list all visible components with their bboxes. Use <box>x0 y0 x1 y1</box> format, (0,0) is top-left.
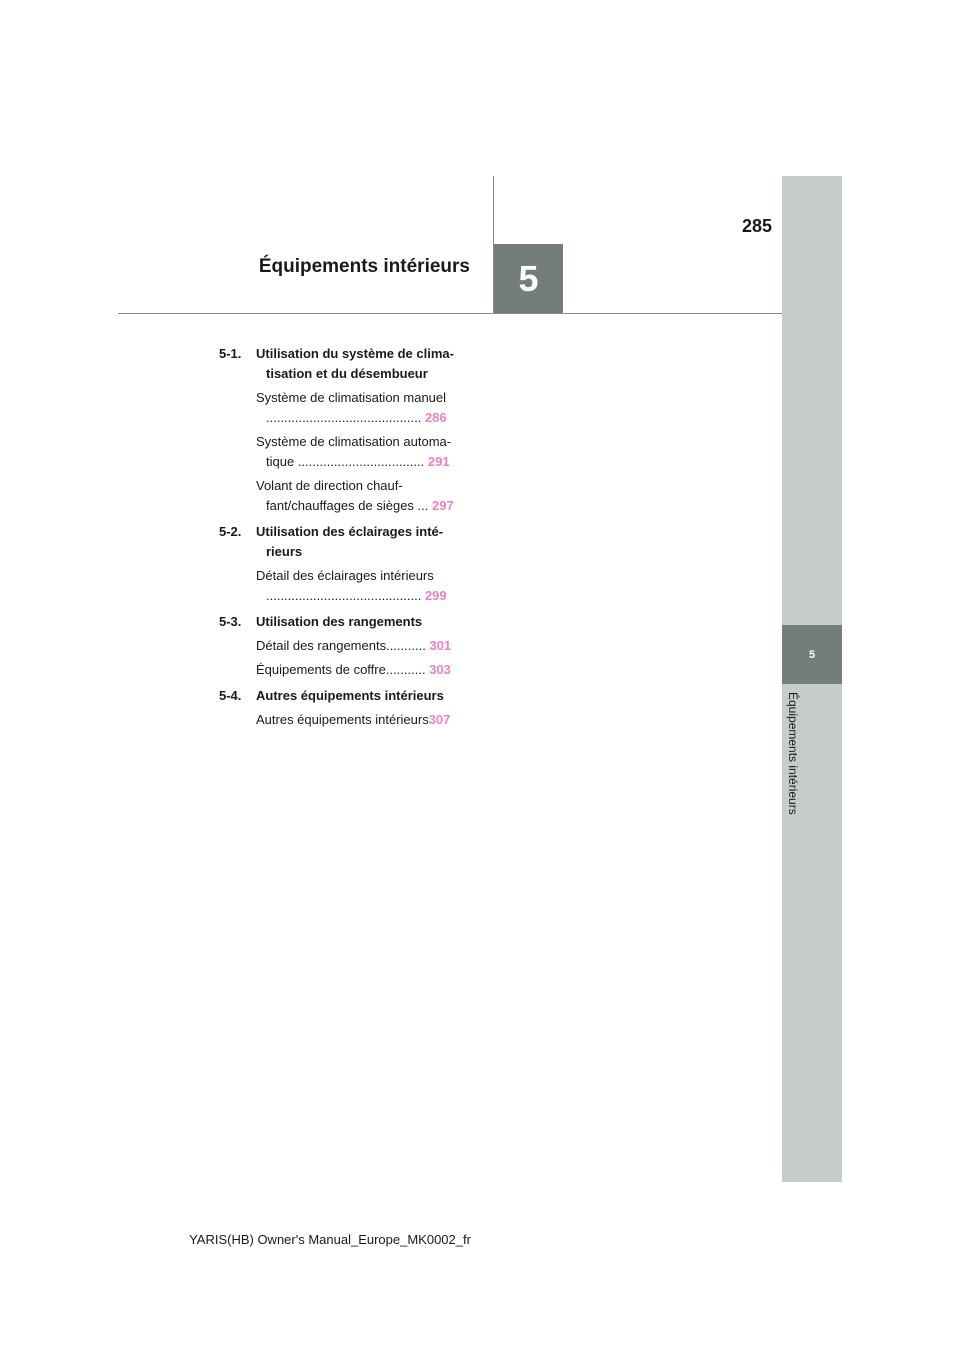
toc-entry-link[interactable] <box>256 636 469 656</box>
toc-page-link[interactable]: 297 <box>432 498 454 513</box>
toc-leader-dots: ... <box>417 498 429 513</box>
toc-section <box>219 522 469 562</box>
side-tab-number-box <box>782 625 842 684</box>
toc-leader-dots: ........... <box>386 638 426 653</box>
toc-entry-title: Système de climatisation automa- <box>256 434 452 449</box>
toc-entry-link[interactable] <box>256 388 469 428</box>
toc-section-title: Autres équipements intérieurs <box>256 688 444 703</box>
toc-entry-title: Équipements de coffre <box>256 662 386 677</box>
toc-section-title-line: Utilisation des éclairages inté- <box>256 524 444 539</box>
toc-entry-link[interactable] <box>256 710 469 730</box>
toc-page-link[interactable]: 303 <box>429 662 451 677</box>
toc-section-title-line: Utilisation du système de clima- <box>256 346 454 361</box>
page-number: 285 <box>741 216 772 236</box>
table-of-contents <box>219 344 469 730</box>
chapter-number-box <box>494 244 563 313</box>
toc-section-title: Utilisation des rangements <box>256 614 423 629</box>
toc-section-title <box>256 522 469 562</box>
chapter-number: 5 <box>518 257 539 299</box>
chapter-title: Équipements intérieurs <box>258 256 470 277</box>
toc-entry-link[interactable] <box>256 660 469 680</box>
toc-section-number: 5-1. <box>219 346 242 361</box>
toc-section-number: 5-4. <box>219 688 242 703</box>
toc-entry-title: Volant de direction chauf- <box>256 478 403 493</box>
toc-entry-link[interactable] <box>256 566 469 606</box>
footer-manual-id: YARIS(HB) Owner's Manual_Europe_MK0002_fr <box>189 1232 471 1247</box>
side-tab-number: 5 <box>808 648 816 661</box>
toc-section <box>219 344 469 384</box>
toc-entry-link[interactable] <box>256 432 469 472</box>
toc-entry-title: Détail des rangements <box>256 638 387 653</box>
toc-section-number: 5-3. <box>219 614 242 629</box>
toc-page-link[interactable]: 286 <box>424 410 447 425</box>
toc-page-link[interactable]: 299 <box>424 588 447 603</box>
toc-leader-dots: ........................................... <box>266 410 422 425</box>
side-tab-label: Équipements intérieurs <box>786 692 800 815</box>
toc-section <box>219 612 469 632</box>
toc-section-title <box>256 344 469 384</box>
toc-page-link[interactable]: 291 <box>427 454 450 469</box>
toc-leader-dots: ........................................... <box>266 588 422 603</box>
toc-entry-title: Autres équipements intérieurs <box>256 712 429 727</box>
toc-entry-title-cont: fant/chauffages de sièges <box>266 498 418 513</box>
toc-section-number: 5-2. <box>219 524 242 539</box>
toc-section-title-line: tisation et du désembueur <box>266 366 428 381</box>
toc-entry-link[interactable] <box>256 476 469 516</box>
header-horizontal-rule <box>118 313 782 314</box>
toc-section <box>219 686 469 706</box>
toc-leader-dots: ........... <box>385 662 426 677</box>
toc-page-link[interactable]: 301 <box>429 638 452 653</box>
toc-entry-title-cont: tique <box>266 454 298 469</box>
toc-entry-title: Détail des éclairages intérieurs <box>256 568 434 583</box>
toc-page-link[interactable]: 307 <box>428 712 451 727</box>
toc-section-title-line: rieurs <box>266 544 303 559</box>
toc-entry-title: Système de climatisation manuel <box>256 390 447 405</box>
toc-leader-dots: ................................... <box>297 454 425 469</box>
